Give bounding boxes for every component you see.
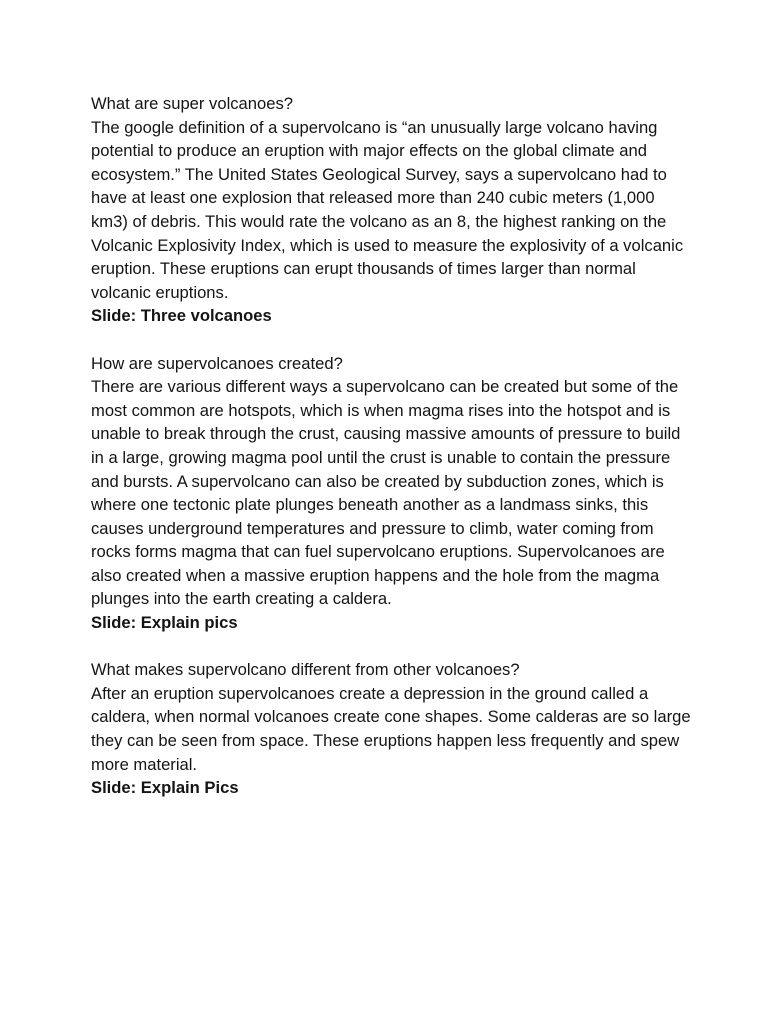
slide-note: Slide: Three volcanoes xyxy=(91,306,272,326)
paragraph-gap xyxy=(91,328,691,352)
section-what-are-super-volcanoes xyxy=(91,92,691,328)
paragraph-gap xyxy=(91,635,691,659)
slide-note: Slide: Explain Pics xyxy=(91,778,239,798)
section-what-makes-different xyxy=(91,658,691,800)
section-body: There are various different ways a supervolcano can be created but some of the most common are hotspots, which is when magma rises into the hotspot and is unable to break through the crust, causing massive amounts of pressure to build in a large, growing magma pool until the crust is unable to contain the pressure and bursts. A supervolcano can also be created by subduction zones, which is where one tectonic plate plunges beneath another as a landmass sinks, this causes underground temperatures and pressure to climb, water coming from rocks forms magma that can fuel supervolcano eruptions. Supervolcanoes are also created when a massive eruption happens and the hole from the magma plunges into the earth creating a caldera. xyxy=(91,377,681,609)
document-page xyxy=(91,92,691,800)
slide-note: Slide: Explain pics xyxy=(91,613,238,633)
section-how-created xyxy=(91,352,691,635)
section-body: The google definition of a supervolcano is “an unusually large volcano having potential to produce an eruption with major effects on the global climate and ecosystem.” The United States Geological Survey, says a supervolcano had to have at least one explosion that released more than 240 cubic meters (1,000 km3) of debris. This would rate the volcano as an 8, the highest ranking on the Volcanic Explosivity Index, which is used to measure the explosivity of a volcanic eruption. These eruptions can erupt thousands of times larger than normal volcanic eruptions. xyxy=(91,117,684,302)
section-question: What makes supervolcano different from other volcanoes? xyxy=(91,660,520,680)
section-question: How are supervolcanoes created? xyxy=(91,353,343,373)
section-body: After an eruption supervolcanoes create a depression in the ground called a caldera, when normal volcanoes create cone shapes. Some calderas are so large they can be seen from space. These eruptions happen less frequently and spew more material. xyxy=(91,683,691,774)
section-question: What are super volcanoes? xyxy=(91,94,294,113)
